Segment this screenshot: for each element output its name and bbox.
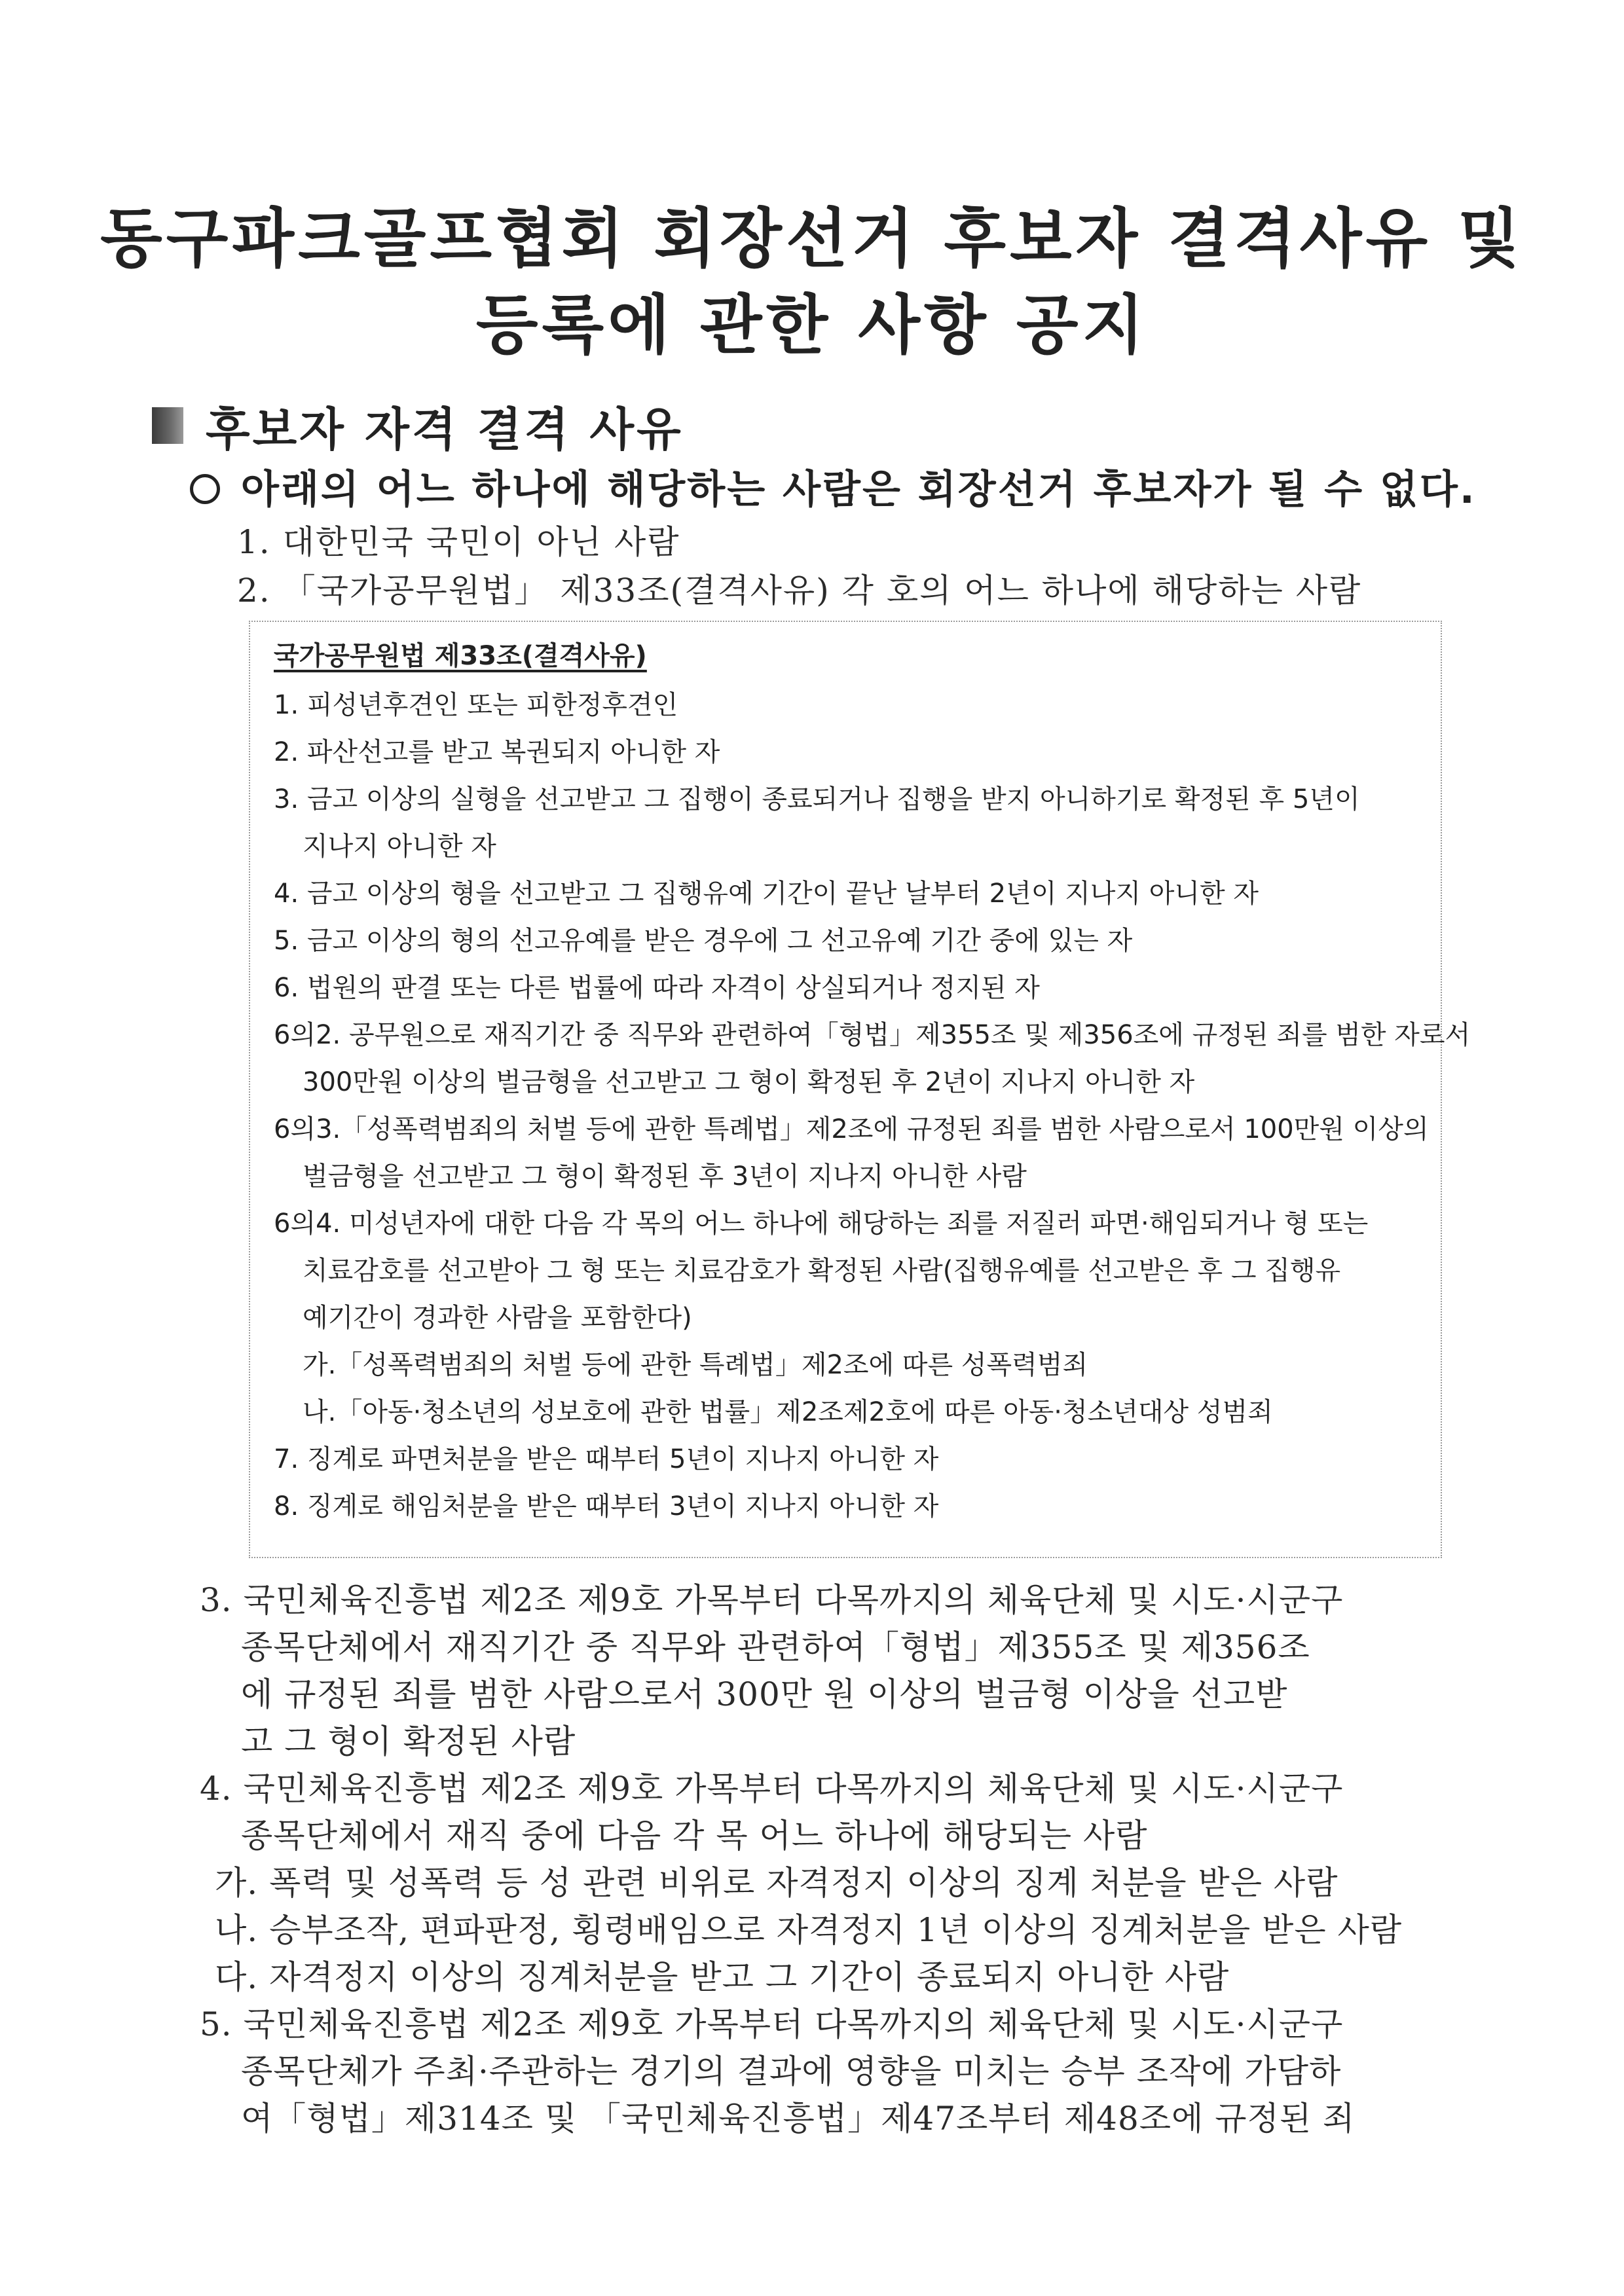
law-line: 2. 파산선고를 받고 복권되지 아니한 자 (274, 737, 720, 767)
intro-bullet-text: 아래의 어느 하나에 해당하는 사람은 회장선거 후보자가 될 수 없다. (241, 467, 1477, 513)
law-line: 5. 금고 이상의 형의 선고유예를 받은 경우에 그 선고유예 기간 중에 있는 자 (274, 926, 1133, 956)
law-line: 3. 금고 이상의 실형을 선고받고 그 집행이 종료되거나 집행을 받지 아니하기로 확정된 후 5년이 (274, 784, 1360, 814)
list-item: 여「형법」제314조 및 「국민체육진흥법」제47조부터 제48조에 규정된 죄 (241, 2100, 1356, 2138)
law-line: 나.「아동·청소년의 성보호에 관한 법률」제2조제2호에 따른 아동·청소년대상 성범죄 (303, 1397, 1273, 1427)
list-item: 종목단체에서 재직 중에 다음 각 목 어느 하나에 해당되는 사람 (241, 1817, 1148, 1855)
list-item: 고 그 형이 확정된 사람 (241, 1722, 576, 1760)
law-line: 6의3.「성폭력범죄의 처벌 등에 관한 특례법」제2조에 규정된 죄를 범한 사람으로서 100만원 이상의 (274, 1114, 1429, 1144)
intro-bullet (190, 458, 1477, 515)
section-heading-text: 후보자 자격 결격 사유 (206, 402, 684, 456)
section-square-icon (152, 407, 183, 444)
circle-bullet-icon (190, 474, 220, 504)
law-box-title: 국가공무원법 제33조(결격사유) (274, 641, 647, 671)
list-item: 5. 국민체육진흥법 제2조 제9호 가목부터 다목까지의 체육단체 및 시도·시군구 (200, 2005, 1344, 2043)
law-line: 6의4. 미성년자에 대한 다음 각 목의 어느 하나에 해당하는 죄를 저질러 파면·해임되거나 형 또는 (274, 1209, 1369, 1239)
law-line: 1. 피성년후견인 또는 피한정후견인 (274, 690, 678, 720)
law-line: 가.「성폭력범죄의 처벌 등에 관한 특례법」제2조에 따른 성폭력범죄 (303, 1350, 1088, 1380)
list-item: 2. 「국가공무원법」 제33조(결격사유) 각 호의 어느 하나에 해당하는 사람 (237, 572, 1362, 610)
document-title (0, 196, 1624, 368)
list-item: 4. 국민체육진흥법 제2조 제9호 가목부터 다목까지의 체육단체 및 시도·시군구 (200, 1770, 1344, 1808)
law-line: 7. 징계로 파면처분을 받은 때부터 5년이 지나지 아니한 자 (274, 1444, 939, 1474)
law-line: 벌금형을 선고받고 그 형이 확정된 후 3년이 지나지 아니한 사람 (303, 1161, 1027, 1192)
list-item: 1. 대한민국 국민이 아닌 사람 (237, 523, 680, 561)
title-line-1: 동구파크골프협회 회장선거 후보자 결격사유 및 (100, 202, 1524, 276)
law-line: 300만원 이상의 벌금형을 선고받고 그 형이 확정된 후 2년이 지나지 아니한 자 (303, 1067, 1195, 1097)
law-line: 6. 법원의 판결 또는 다른 법률에 따라 자격이 상실되거나 정지된 자 (274, 973, 1040, 1003)
law-line: 예기간이 경과한 사람을 포함한다) (303, 1303, 692, 1333)
list-item: 다. 자격정지 이상의 징계처분을 받고 그 기간이 종료되지 아니한 사람 (215, 1958, 1230, 1996)
section-heading (152, 393, 684, 458)
law-line: 4. 금고 이상의 형을 선고받고 그 집행유예 기간이 끝난 날부터 2년이 지나지 아니한 자 (274, 879, 1259, 909)
law-line: 지나지 아니한 자 (303, 831, 496, 862)
list-item: 에 규정된 죄를 범한 사람으로서 300만 원 이상의 벌금형 이상을 선고받 (241, 1675, 1288, 1713)
list-item: 종목단체에서 재직기간 중 직무와 관련하여「형법」제355조 및 제356조 (241, 1628, 1310, 1666)
law-line: 6의2. 공무원으로 재직기간 중 직무와 관련하여「형법」제355조 및 제356조에 규정된 죄를 범한 자로서 (274, 1020, 1471, 1050)
list-item: 3. 국민체육진흥법 제2조 제9호 가목부터 다목까지의 체육단체 및 시도·시군구 (200, 1581, 1344, 1619)
list-item: 가. 폭력 및 성폭력 등 성 관련 비위로 자격정지 이상의 징계 처분을 받은 사람 (215, 1864, 1338, 1902)
law-line: 치료감호를 선고받아 그 형 또는 치료감호가 확정된 사람(집행유예를 선고받은 후 그 집행유 (303, 1256, 1341, 1286)
list-item: 나. 승부조작, 편파판정, 횡령배임으로 자격정지 1년 이상의 징계처분을 받은 사람 (215, 1911, 1403, 1949)
law-line: 8. 징계로 해임처분을 받은 때부터 3년이 지나지 아니한 자 (274, 1491, 939, 1522)
title-line-2: 등록에 관한 사항 공지 (475, 288, 1149, 363)
list-item: 종목단체가 주최·주관하는 경기의 결과에 영향을 미치는 승부 조작에 가담하 (241, 2052, 1342, 2090)
